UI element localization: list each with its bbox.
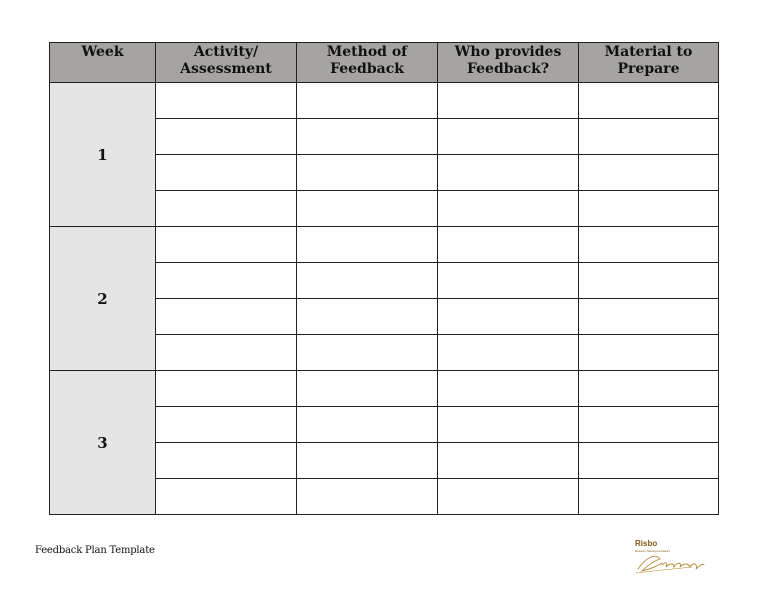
material-cell[interactable] [579, 335, 719, 371]
header-material [579, 43, 719, 83]
activity-cell[interactable] [156, 299, 297, 335]
who-cell[interactable] [438, 443, 579, 479]
activity-cell[interactable] [156, 227, 297, 263]
header-week-line1: Week [81, 44, 124, 60]
material-cell[interactable] [579, 371, 719, 407]
feedback-plan-table [49, 42, 719, 515]
week-cell-1: 1 [50, 83, 156, 227]
header-activity-line2: Assessment [180, 61, 272, 77]
header-activity [156, 43, 297, 83]
header-row [50, 43, 719, 83]
erasmus-signature-icon [632, 549, 712, 577]
logo-brand: Risbo [635, 539, 658, 548]
who-cell[interactable] [438, 371, 579, 407]
header-material-line2: Prepare [617, 61, 680, 77]
method-cell[interactable] [297, 479, 438, 515]
who-cell[interactable] [438, 119, 579, 155]
table-row [50, 227, 719, 263]
material-cell[interactable] [579, 191, 719, 227]
week-cell-2: 2 [50, 227, 156, 371]
method-cell[interactable] [297, 155, 438, 191]
who-cell[interactable] [438, 299, 579, 335]
risbo-erasmus-logo [632, 537, 712, 577]
who-cell[interactable] [438, 191, 579, 227]
material-cell[interactable] [579, 443, 719, 479]
activity-cell[interactable] [156, 335, 297, 371]
header-material-line1: Material to [604, 44, 693, 60]
material-cell[interactable] [579, 479, 719, 515]
who-cell[interactable] [438, 263, 579, 299]
method-cell[interactable] [297, 83, 438, 119]
activity-cell[interactable] [156, 191, 297, 227]
activity-cell[interactable] [156, 119, 297, 155]
material-cell[interactable] [579, 299, 719, 335]
header-method-line2: Feedback [330, 61, 404, 77]
activity-cell[interactable] [156, 83, 297, 119]
method-cell[interactable] [297, 119, 438, 155]
method-cell[interactable] [297, 227, 438, 263]
activity-cell[interactable] [156, 479, 297, 515]
activity-cell[interactable] [156, 371, 297, 407]
activity-cell[interactable] [156, 443, 297, 479]
method-cell[interactable] [297, 335, 438, 371]
table-row [50, 371, 719, 407]
who-cell[interactable] [438, 479, 579, 515]
method-cell[interactable] [297, 407, 438, 443]
logo-tagline: Research-Training-Consultancy [635, 550, 671, 553]
who-cell[interactable] [438, 83, 579, 119]
who-cell[interactable] [438, 407, 579, 443]
header-method-line1: Method of [326, 44, 408, 60]
method-cell[interactable] [297, 191, 438, 227]
header-who-line1: Who provides [454, 44, 562, 60]
method-cell[interactable] [297, 299, 438, 335]
table-row [50, 83, 719, 119]
activity-cell[interactable] [156, 407, 297, 443]
who-cell[interactable] [438, 335, 579, 371]
header-activity-line1: Activity/ [193, 44, 259, 60]
activity-cell[interactable] [156, 155, 297, 191]
activity-cell[interactable] [156, 263, 297, 299]
method-cell[interactable] [297, 263, 438, 299]
material-cell[interactable] [579, 407, 719, 443]
method-cell[interactable] [297, 371, 438, 407]
header-week [50, 43, 156, 83]
material-cell[interactable] [579, 119, 719, 155]
who-cell[interactable] [438, 155, 579, 191]
header-method [297, 43, 438, 83]
header-who-line2: Feedback? [466, 61, 550, 77]
material-cell[interactable] [579, 155, 719, 191]
week-cell-3: 3 [50, 371, 156, 515]
header-who [438, 43, 579, 83]
footer-title: Feedback Plan Template [35, 545, 155, 556]
material-cell[interactable] [579, 83, 719, 119]
material-cell[interactable] [579, 263, 719, 299]
material-cell[interactable] [579, 227, 719, 263]
who-cell[interactable] [438, 227, 579, 263]
method-cell[interactable] [297, 443, 438, 479]
